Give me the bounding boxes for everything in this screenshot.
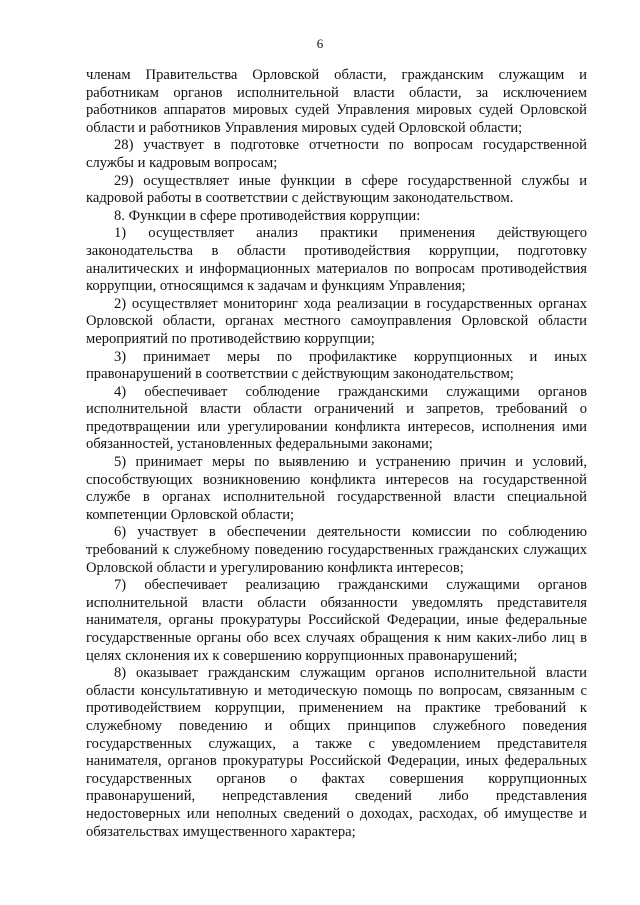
paragraph-item-5: 5) принимает меры по выявлению и устранению причин и условий, способствующих возникновению конфликта интересов на государственной службе в органах исполнительной государственной власти специальной компетенции Орловской области;: [86, 454, 587, 523]
paragraph-item-4: 4) обеспечивает соблюдение гражданскими служащими органов исполнительной власти области ограничений и запретов, требований о предотвращении или урегулировании конфликта интересов, исполнения ими обязанностей, установленных федеральными законами;: [86, 383, 587, 453]
paragraph-item-28: 28) участвует в подготовке отчетности по вопросам государственной службы и кадровым вопросам;: [86, 137, 587, 171]
page-number: 6: [316, 36, 324, 51]
document-body: [86, 67, 587, 841]
paragraph-item-3: 3) принимает меры по профилактике коррупционных и иных правонарушений в соответствии с действующим законодательством;: [86, 348, 587, 383]
paragraph-continuation: членам Правительства Орловской области, гражданским служащим и работникам органов исполнительной власти области, за исключением работников аппаратов мировых судей Управления мировых судей Орловской области и работников Управления мировых судей Орловской области;: [86, 67, 587, 136]
paragraph-item-8: 8) оказывает гражданским служащим органов исполнительной власти области консультативную и методическую помощь по вопросам, связанным с противодействием коррупции, применением на практике требований к служебному поведению и общих принципов служебного поведения государственных служащих, а также с уведомлением представителя нанимателя, органов прокуратуры Российской Федерации, иных федеральных государственных органов о фактах совершения коррупционных правонарушений, непредставления сведений либо представления недостоверных или неполных сведений о доходах, расходах, об имуществе и обязательствах имущественного характера;: [86, 665, 587, 840]
paragraph-item-2: 2) осуществляет мониторинг хода реализации в государственных органах Орловской области, органах местного самоуправления Орловской области мероприятий по противодействию коррупции;: [86, 295, 587, 347]
paragraph-item-29: 29) осуществляет иные функции в сфере государственной службы и кадровой работы в соответствии с действующим законодательством.: [86, 172, 587, 207]
paragraph-item-6: 6) участвует в обеспечении деятельности комиссии по соблюдению требований к служебному поведению государственных гражданских служащих Орловской области и урегулированию конфликта интересов;: [86, 524, 587, 576]
section-heading-8: 8. Функции в сфере противодействия коррупции:: [114, 207, 421, 224]
paragraph-item-7: 7) обеспечивает реализацию гражданскими служащими органов исполнительной власти области обязанности уведомлять представителя нанимателя, органы прокуратуры Российской Федерации, иные федеральные государственные органы обо всех случаях обращения к ним каких-либо лиц в целях склонения их к совершению коррупционных правонарушений;: [86, 577, 587, 664]
paragraph-item-1: 1) осуществляет анализ практики применения действующего законодательства в области противодействия коррупции, подготовку аналитических и информационных материалов по вопросам противодействия коррупции, относящимся к задачам и функциям Управления;: [86, 225, 587, 295]
